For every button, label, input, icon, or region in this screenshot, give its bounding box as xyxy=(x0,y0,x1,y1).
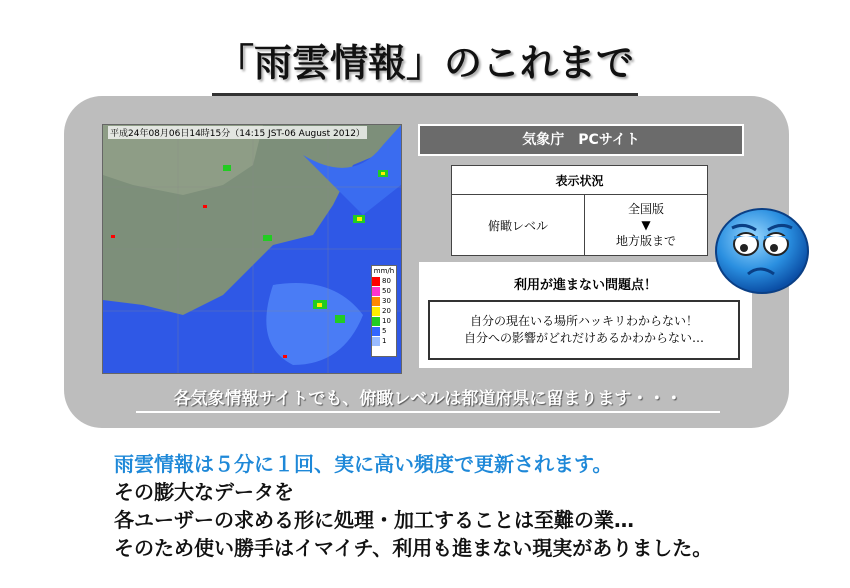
status-value-line1: 全国版 xyxy=(627,202,664,216)
body-text xyxy=(114,450,712,562)
worried-face-icon xyxy=(712,206,812,296)
status-table-header: 表示状況 xyxy=(452,166,708,195)
legend-row xyxy=(372,336,396,346)
status-table xyxy=(451,165,708,256)
slide-title xyxy=(0,32,850,96)
status-table-label: 俯瞰レベル xyxy=(452,195,585,256)
body-line-4: そのため使い勝手はイマイチ、利用も進まない現実がありました。 xyxy=(114,536,713,560)
legend-swatch xyxy=(372,327,380,336)
panel-caption: 各気象情報サイトでも、俯瞰レベルは都道府県に留まります・・・ xyxy=(136,384,720,413)
legend-swatch xyxy=(372,307,380,316)
legend-level: 10 xyxy=(382,317,391,325)
legend-swatch xyxy=(372,337,380,346)
legend-level: 5 xyxy=(382,327,387,335)
body-line-3: 各ユーザーの求める形に処理・加工することは至難の業… xyxy=(114,508,634,532)
legend-swatch xyxy=(372,287,380,296)
legend-swatch xyxy=(372,297,380,306)
issue-line-1: 自分の現在いる場所ハッキリわからない！ xyxy=(469,314,698,328)
rain-legend xyxy=(371,265,397,357)
issue-panel xyxy=(419,262,752,368)
legend-level: 1 xyxy=(382,337,387,345)
legend-row xyxy=(372,316,396,326)
legend-unit: mm/h xyxy=(373,267,395,275)
legend-row xyxy=(372,326,396,336)
site-header: 気象庁 PCサイト xyxy=(418,124,744,156)
body-line-highlight: 雨雲情報は５分に１回、実に高い頻度で更新されます。 xyxy=(114,452,613,476)
legend-level: 80 xyxy=(382,277,391,285)
legend-row xyxy=(372,286,396,296)
legend-swatch xyxy=(372,317,380,326)
issue-title: 利用が進まない問題点！ xyxy=(513,278,657,293)
issue-box xyxy=(428,300,740,360)
status-table-value xyxy=(585,195,708,256)
status-value-line2: 地方版まで xyxy=(615,234,676,248)
slide-title-text: 「雨雲情報」のこれまで xyxy=(212,32,638,96)
rain-radar-map xyxy=(102,124,402,374)
radar-map-graphic xyxy=(103,125,401,373)
legend-row xyxy=(372,296,396,306)
body-line-2: その膨大なデータを xyxy=(114,480,294,504)
legend-row xyxy=(372,306,396,316)
legend-row xyxy=(372,276,396,286)
legend-level: 30 xyxy=(382,297,391,305)
legend-level: 20 xyxy=(382,307,391,315)
issue-line-2: 自分への影響がどれだけあるかわからない… xyxy=(463,331,704,345)
legend-level: 50 xyxy=(382,287,391,295)
map-timestamp: 平成24年08月06日14時15分（14:15 JST-06 August 2012） xyxy=(108,126,367,139)
down-arrow-icon: ▼ xyxy=(641,218,651,232)
legend-swatch xyxy=(372,277,380,286)
